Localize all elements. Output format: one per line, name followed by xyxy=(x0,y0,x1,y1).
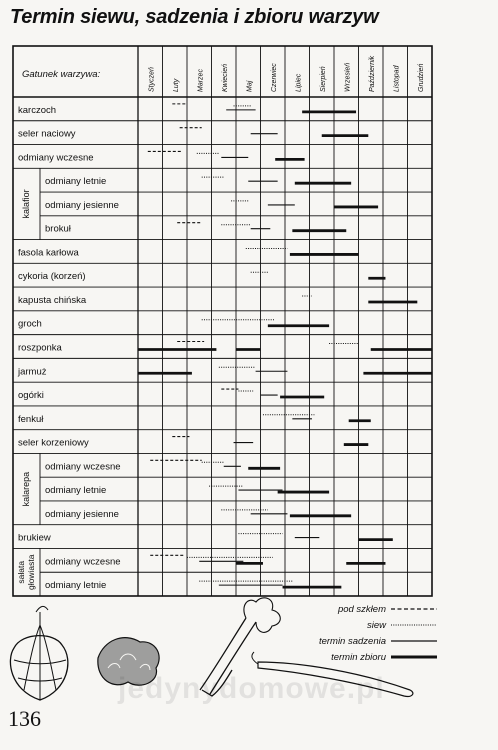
legend-label: termin sadzenia xyxy=(318,636,386,647)
legend-label: pod szkłem xyxy=(337,604,386,615)
row-label: odmiany letnie xyxy=(45,485,107,497)
row-label: odmiany jesienne xyxy=(45,508,119,520)
row-label: groch xyxy=(18,318,42,330)
artichoke-tip xyxy=(36,606,48,612)
celery-leaves xyxy=(244,598,280,633)
row-label: odmiany letnie xyxy=(45,580,107,592)
row-label: brukiew xyxy=(18,532,51,544)
row-label: roszponka xyxy=(18,342,62,354)
month-label: Kwiecień xyxy=(221,63,229,92)
month-label: Grudzień xyxy=(417,63,425,92)
row-label: seler naciowy xyxy=(18,128,76,140)
row-label: odmiany wczesne xyxy=(45,556,121,568)
artichoke-illustration xyxy=(10,636,67,700)
month-label: Lipiec xyxy=(295,73,303,92)
month-label: Październik xyxy=(368,55,376,92)
month-label: Styczeń xyxy=(148,67,156,92)
group-label: kalarepa xyxy=(21,471,31,507)
row-label: jarmuż xyxy=(18,366,47,378)
row-label: cykoria (korzeń) xyxy=(18,271,86,283)
page-number: 136 xyxy=(8,706,41,731)
group-label: sałata xyxy=(16,560,26,584)
row-label: fenkuł xyxy=(18,413,44,425)
month-label: Sierpień xyxy=(319,66,327,92)
page-title: Termin siewu, sadzenia i zbioru warzyw xyxy=(10,6,379,28)
month-label: Maj xyxy=(246,80,254,92)
group-label: głowiasta xyxy=(26,554,36,590)
month-label: Listopad xyxy=(393,65,401,92)
header-label: Gatunek warzywa: xyxy=(22,69,101,80)
row-label: odmiany jesienne xyxy=(45,199,119,211)
row-label: ogórki xyxy=(18,390,44,402)
month-label: Luty xyxy=(172,78,180,92)
row-label: kapusta chińska xyxy=(18,294,87,306)
row-label: fasola karłowa xyxy=(18,247,79,259)
legend-label: termin zbioru xyxy=(331,652,386,663)
artichoke-leaves xyxy=(14,612,66,700)
legend-label: siew xyxy=(366,620,386,631)
row-label: seler korzeniowy xyxy=(18,437,89,449)
row-label: brokuł xyxy=(45,223,71,235)
row-label: odmiany wczesne xyxy=(18,152,94,164)
group-label: kalafior xyxy=(21,189,31,219)
month-label: Wrzesień xyxy=(344,62,352,92)
watermark-text: jedynydomowe.pl xyxy=(118,672,385,705)
bean-stem xyxy=(252,652,258,664)
month-label: Marzec xyxy=(197,69,205,92)
month-label: Czerwiec xyxy=(270,63,278,92)
row-label: odmiany wczesne xyxy=(45,461,121,473)
row-label: karczoch xyxy=(18,104,57,116)
row-label: odmiany letnie xyxy=(45,176,107,188)
